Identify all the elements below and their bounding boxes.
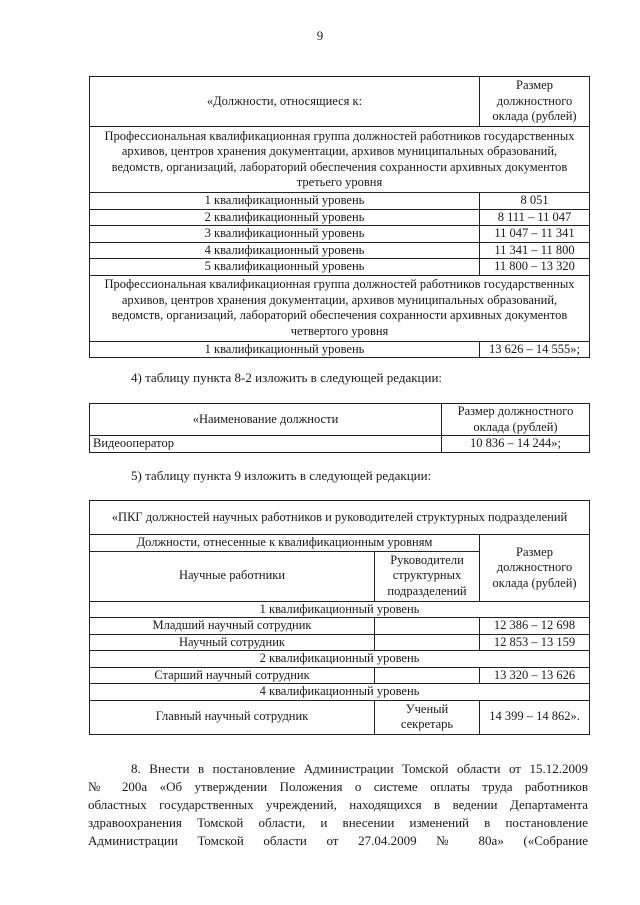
table2-header-salary: Размер должностного оклада (рублей) bbox=[442, 404, 590, 436]
salary-cell: 11 047 – 11 341 bbox=[480, 226, 590, 243]
table-row bbox=[90, 618, 590, 635]
level-header: 4 квалификационный уровень bbox=[90, 684, 590, 701]
salary-cell: 13 320 – 13 626 bbox=[480, 667, 590, 684]
page-number: 9 bbox=[316, 28, 324, 43]
paragraph-8-line-4: здравоохранения Томской области, и внесении изменений в постановление bbox=[88, 815, 588, 830]
column-heads: Руководители структурных подразделений bbox=[375, 551, 480, 601]
table-row bbox=[90, 700, 590, 734]
table1-group-third-level: Профессиональная квалификационная группа должностей работников государственных архивов, центров хранения документации, архивов муниципальных образований, ведомств, организаций, лабораторий обеспечения сохранности архивных документов третьего уровня bbox=[90, 127, 590, 193]
table-row bbox=[90, 436, 590, 453]
position-cell: Младший научный сотрудник bbox=[90, 618, 375, 635]
level-header: 1 квалификационный уровень bbox=[90, 601, 590, 618]
paragraph-5: 5) таблицу пункта 9 изложить в следующей редакции: bbox=[131, 468, 432, 483]
salary-cell: 10 836 – 14 244»; bbox=[442, 436, 590, 453]
table-row bbox=[90, 341, 590, 358]
level-cell: 1 квалификационный уровень bbox=[90, 193, 480, 210]
positions-header: Должности, отнесенные к квалификационным уровням bbox=[90, 535, 480, 552]
table-row bbox=[90, 634, 590, 651]
salary-cell: 14 399 – 14 862». bbox=[480, 700, 590, 734]
position-cell: Видеооператор bbox=[90, 436, 442, 453]
level-cell: 5 квалификационный уровень bbox=[90, 259, 480, 276]
level-cell: 3 квалификационный уровень bbox=[90, 226, 480, 243]
table-row bbox=[90, 209, 590, 226]
salary-cell: 8 111 – 11 047 bbox=[480, 209, 590, 226]
salary-cell: 8 051 bbox=[480, 193, 590, 210]
table1-header-salary: Размер должностного оклада (рублей) bbox=[480, 77, 590, 127]
paragraph-8-line-1: 8. Внести в постановление Администрации Томской области от 15.12.2009 bbox=[131, 761, 588, 776]
table3-header-salary: Размер должностного оклада (рублей) bbox=[480, 535, 590, 602]
salary-cell: 12 853 – 13 159 bbox=[480, 634, 590, 651]
paragraph-8-line-2: № 200а «Об утверждении Положения о системе оплаты труда работников bbox=[88, 779, 588, 794]
paragraph-4: 4) таблицу пункта 8-2 изложить в следующей редакции: bbox=[131, 370, 443, 385]
table-row bbox=[90, 226, 590, 243]
table-row bbox=[90, 259, 590, 276]
paragraph-8-line-5: Администрации Томской области от 27.04.2009 № 80а» («Собрание bbox=[88, 833, 588, 848]
salary-cell: 12 386 – 12 698 bbox=[480, 618, 590, 635]
table1-group-fourth-level: Профессиональная квалификационная группа должностей работников государственных архивов, центров хранения документации, архивов муниципальных образований, ведомств, организаций, лабораторий обеспечения сохранности архивных документов четвертого уровня bbox=[90, 275, 590, 341]
head-cell bbox=[375, 667, 480, 684]
level-cell: 4 квалификационный уровень bbox=[90, 242, 480, 259]
salary-cell: 13 626 – 14 555»; bbox=[480, 341, 590, 358]
table3-title: «ПКГ должностей научных работников и руководителей структурных подразделений bbox=[90, 501, 590, 535]
level-header: 2 квалификационный уровень bbox=[90, 651, 590, 668]
video-operator-table bbox=[89, 403, 590, 453]
position-cell: Главный научный сотрудник bbox=[90, 700, 375, 734]
head-cell bbox=[375, 634, 480, 651]
position-cell: Научный сотрудник bbox=[90, 634, 375, 651]
table-row bbox=[90, 667, 590, 684]
table-row bbox=[90, 193, 590, 210]
paragraph-8-line-3: областных государственных учреждений, находящихся в ведении Департамента bbox=[88, 797, 588, 812]
column-scientific: Научные работники bbox=[90, 551, 375, 601]
salary-cell: 11 800 – 13 320 bbox=[480, 259, 590, 276]
level-cell: 2 квалификационный уровень bbox=[90, 209, 480, 226]
salary-cell: 11 341 – 11 800 bbox=[480, 242, 590, 259]
position-cell: Старший научный сотрудник bbox=[90, 667, 375, 684]
table1-header-position: «Должности, относящиеся к: bbox=[90, 77, 480, 127]
table-row bbox=[90, 242, 590, 259]
head-cell bbox=[375, 618, 480, 635]
level-cell: 1 квалификационный уровень bbox=[90, 341, 480, 358]
head-cell: Ученый секретарь bbox=[375, 700, 480, 734]
table2-header-position: «Наименование должности bbox=[90, 404, 442, 436]
research-staff-table bbox=[89, 500, 590, 735]
archive-salary-table bbox=[89, 76, 590, 358]
